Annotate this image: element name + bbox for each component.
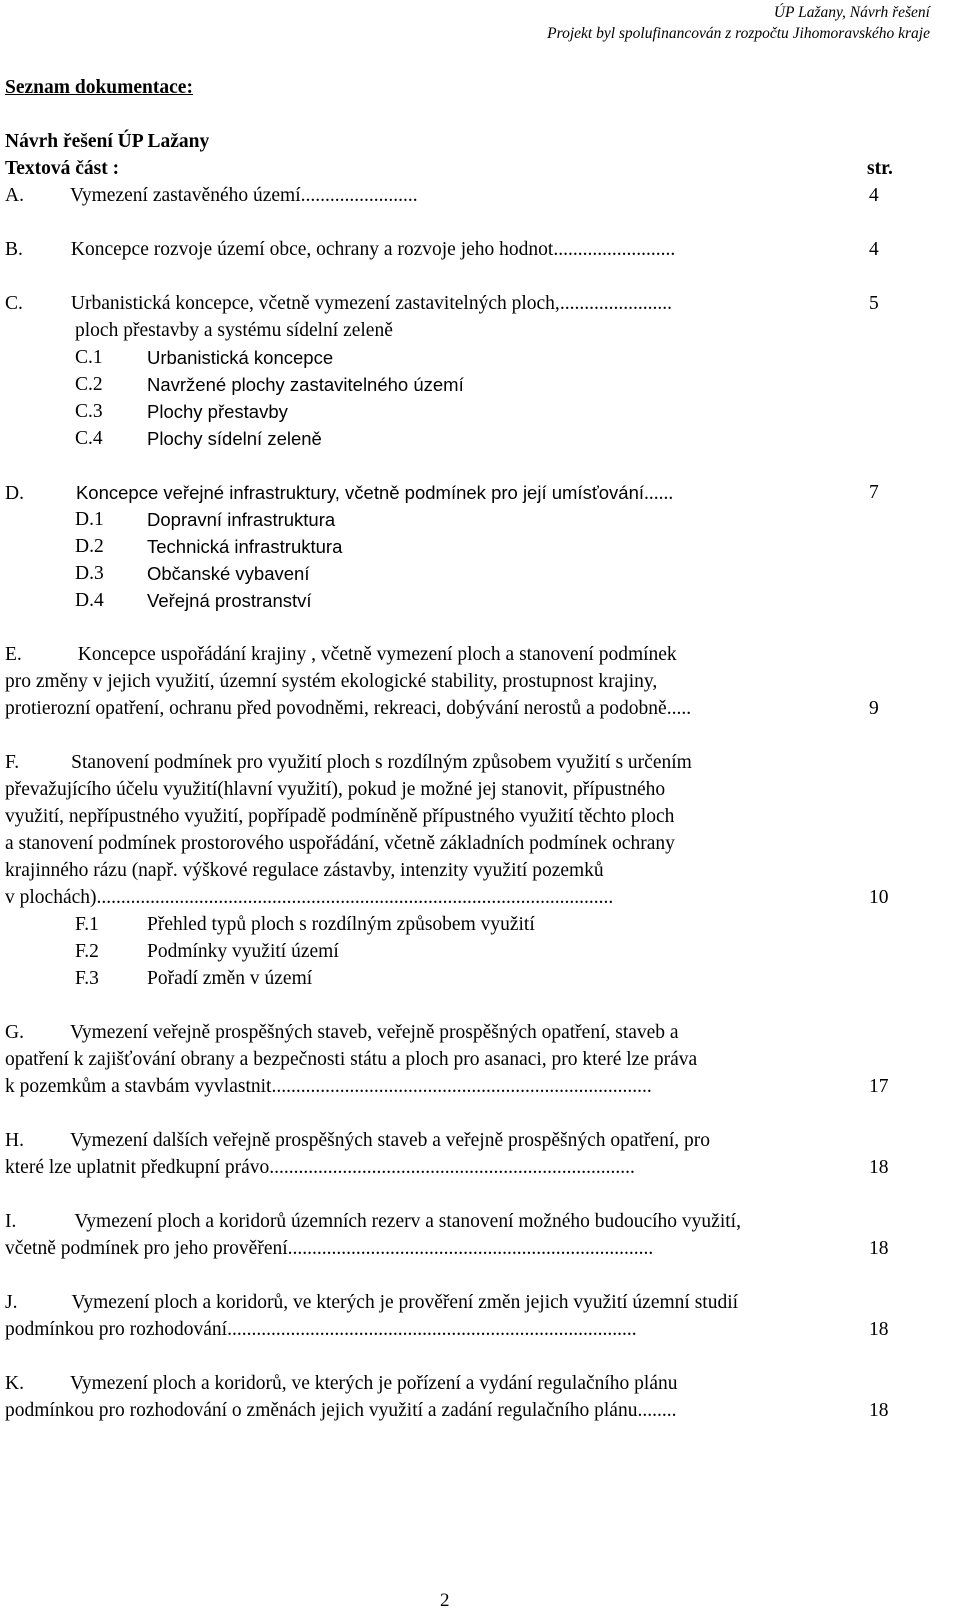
toc-text-line: opatření k zajišťování obrany a bezpečnosti státu a ploch pro asanaci, pro které lze práva — [5, 1049, 698, 1070]
toc-text: Vymezení ploch a koridorů územních rezerv a stanovení možného budoucího využití, — [74, 1211, 741, 1232]
toc-sub-key: C.4 — [75, 428, 103, 449]
toc-leader: ........................................................................... — [269, 1157, 635, 1178]
toc-text: Vymezení veřejně prospěšných staveb, veřejně prospěšných opatření, staveb a — [69, 1022, 679, 1043]
toc-entry-a[interactable] — [5, 184, 418, 208]
toc-entry-e[interactable] — [5, 643, 677, 667]
section-heading: Seznam dokumentace: — [5, 77, 193, 98]
toc-page-c: 5 — [869, 293, 879, 314]
toc-sub-key: D.2 — [75, 536, 104, 557]
toc-leader: ....................... — [559, 293, 672, 314]
toc-key: F. — [5, 752, 20, 773]
header-line-1: ÚP Lažany, Návrh řešení — [773, 4, 930, 21]
toc-entry-f[interactable] — [5, 751, 692, 775]
toc-continuation: ploch přestavby a systému sídelní zeleně — [75, 320, 393, 341]
toc-text-last — [5, 697, 691, 721]
page-number: 2 — [440, 1590, 450, 1611]
toc-sub-text[interactable]: Občanské vybavení — [147, 563, 310, 584]
toc-entry-i[interactable] — [5, 1210, 741, 1234]
toc-text-last — [5, 886, 613, 910]
toc-text-line: a stanovení podmínek prostorového uspořádání, včetně základních podmínek ochrany — [5, 833, 675, 854]
textova-cast-label: Textová část : — [5, 158, 120, 179]
toc-entry-h[interactable] — [5, 1129, 710, 1153]
toc-text: Urbanistická koncepce, včetně vymezení zastavitelných ploch, — [70, 293, 560, 314]
toc-text: Koncepce rozvoje území obce, ochrany a rozvoje jeho hodnot — [70, 239, 554, 260]
toc-sub-text[interactable]: Plochy sídelní zeleně — [147, 428, 322, 449]
toc-text: Koncepce uspořádání krajiny , včetně vymezení ploch a stanovení podmínek — [77, 644, 677, 665]
toc-entry-k[interactable] — [5, 1372, 678, 1396]
toc-page-b: 4 — [869, 239, 879, 260]
toc-sub-key: C.3 — [75, 401, 103, 422]
toc-leader: ......................... — [553, 239, 676, 260]
toc-sub-text[interactable]: Pořadí změn v území — [147, 968, 313, 989]
toc-key: I. — [5, 1211, 17, 1232]
toc-leader: .................................................................................... — [227, 1319, 637, 1340]
toc-text-last — [5, 1399, 676, 1423]
page-column-label: str. — [867, 158, 893, 179]
toc-entry-c[interactable] — [5, 292, 672, 316]
toc-leader: .............................................................................. — [271, 1076, 652, 1097]
toc-text: k pozemkům a stavbám vyvlastnit — [5, 1076, 272, 1097]
document-title: Návrh řešení ÚP Lažany — [5, 131, 210, 152]
toc-page-h: 18 — [869, 1157, 889, 1178]
toc-page-f: 10 — [869, 887, 889, 908]
toc-sub-key: F.3 — [75, 968, 99, 989]
toc-sub-key: F.2 — [75, 941, 99, 962]
toc-text-line: převažujícího účelu využití(hlavní využití), pokud je možné jej stanovit, přípustného — [5, 779, 666, 800]
toc-text-line: krajinného rázu (např. výškové regulace zástavby, intenzity využití pozemků — [5, 860, 604, 881]
toc-text: Koncepce veřejné infrastruktury, včetně podmínek pro její umísťování — [75, 482, 645, 503]
toc-text: Vymezení ploch a koridorů, ve kterých je prověření změn jejich využití územní studií — [71, 1292, 739, 1313]
toc-sub-text[interactable]: Veřejná prostranství — [147, 590, 312, 611]
toc-key: B. — [5, 239, 23, 260]
toc-leader: .......................................................................................................... — [96, 887, 614, 908]
toc-sub-text[interactable]: Navržené plochy zastavitelného území — [147, 374, 464, 395]
toc-text: protierozní opatření, ochranu před povodněmi, rekreaci, dobývání nerostů a podobně — [5, 698, 667, 719]
toc-sub-text[interactable]: Urbanistická koncepce — [147, 347, 334, 368]
toc-page-a: 4 — [869, 185, 879, 206]
toc-sub-text[interactable]: Podmínky využití území — [147, 941, 339, 962]
toc-entry-b[interactable] — [5, 238, 675, 262]
toc-leader: ...... — [644, 483, 674, 504]
toc-entry-d[interactable] — [5, 481, 673, 506]
toc-text-last — [5, 1075, 652, 1099]
toc-leader: ........................................................................... — [287, 1238, 654, 1259]
toc-sub-key: C.2 — [75, 374, 103, 395]
toc-sub-text[interactable]: Plochy přestavby — [147, 401, 288, 422]
toc-sub-text[interactable]: Dopravní infrastruktura — [147, 509, 336, 530]
toc-leader: ........ — [637, 1400, 677, 1421]
toc-page-g: 17 — [869, 1076, 889, 1097]
toc-page-k: 18 — [869, 1400, 889, 1421]
toc-leader: ........................ — [300, 185, 418, 206]
toc-entry-g[interactable] — [5, 1021, 679, 1045]
toc-text: Vymezení ploch a koridorů, ve kterých je pořízení a vydání regulačního plánu — [69, 1373, 678, 1394]
toc-key: E. — [5, 644, 22, 665]
toc-text: včetně podmínek pro jeho prověření — [5, 1238, 288, 1259]
toc-text-last — [5, 1237, 653, 1261]
toc-text-line: využití, nepřípustného využití, popřípadě podmíněně přípustného využití těchto ploch — [5, 806, 675, 827]
toc-text: Vymezení zastavěného území — [69, 185, 301, 206]
toc-entry-j[interactable] — [5, 1291, 738, 1315]
toc-sub-key: F.1 — [75, 914, 99, 935]
toc-sub-key: D.3 — [75, 563, 104, 584]
toc-page-j: 18 — [869, 1319, 889, 1340]
toc-sub-key: D.4 — [75, 590, 104, 611]
toc-page-d: 7 — [869, 482, 879, 503]
toc-page-i: 18 — [869, 1238, 889, 1259]
toc-text-line: pro změny v jejich využití, územní systém ekologické stability, prostupnost krajiny, — [5, 671, 658, 692]
toc-text-last — [5, 1318, 637, 1342]
toc-sub-text[interactable]: Přehled typů ploch s rozdílným způsobem využití — [147, 914, 535, 935]
toc-key: C. — [5, 293, 23, 314]
toc-text: podmínkou pro rozhodování — [5, 1319, 228, 1340]
toc-page-e: 9 — [869, 698, 879, 719]
toc-key: A. — [5, 185, 24, 206]
toc-key: G. — [5, 1022, 24, 1043]
toc-text: Stanovení podmínek pro využití ploch s rozdílným způsobem využití s určením — [71, 752, 692, 773]
toc-sub-key: C.1 — [75, 347, 103, 368]
toc-text: podmínkou pro rozhodování o změnách jejich využití a zadání regulačního plánu — [5, 1400, 638, 1421]
toc-text: v plochách) — [5, 887, 97, 908]
header-line-2: Projekt byl spolufinancován z rozpočtu Jihomoravského kraje — [547, 25, 930, 42]
toc-text: Vymezení dalších veřejně prospěšných staveb a veřejně prospěšných opatření, pro — [69, 1130, 710, 1151]
toc-key: K. — [5, 1373, 24, 1394]
toc-key: J. — [5, 1292, 18, 1313]
toc-text: které lze uplatnit předkupní právo — [5, 1157, 270, 1178]
toc-leader: ..... — [666, 698, 692, 719]
toc-key: D. — [5, 483, 24, 504]
running-header — [547, 2, 930, 44]
toc-text-last — [5, 1156, 635, 1180]
toc-sub-key: D.1 — [75, 509, 104, 530]
toc-sub-text[interactable]: Technická infrastruktura — [147, 536, 343, 557]
toc-key: H. — [5, 1130, 24, 1151]
